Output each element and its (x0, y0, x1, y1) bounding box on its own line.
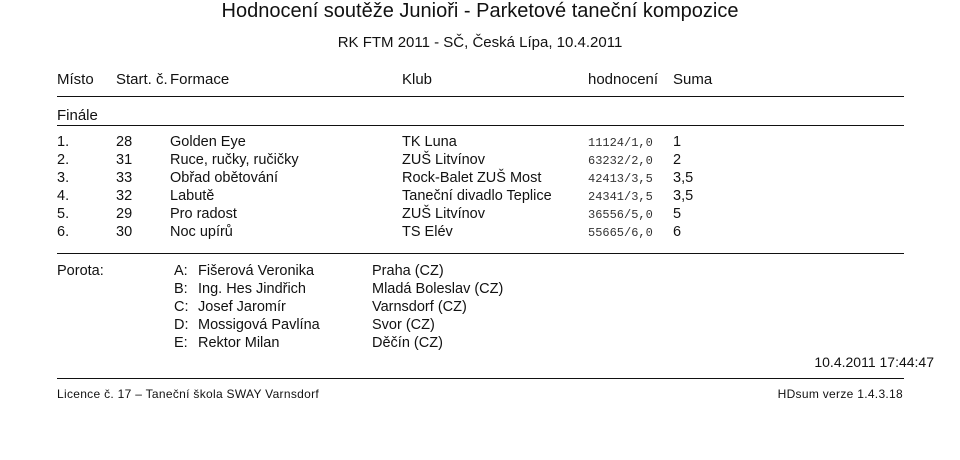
col-header-sum: Suma (673, 71, 713, 88)
footer-version: HDsum verze 1.4.3.18 (777, 387, 903, 401)
jury-name: Fišerová Veronika (198, 263, 315, 279)
cell-formation: Labutě (170, 188, 215, 204)
jury-city: Děčín (CZ) (372, 335, 443, 351)
cell-start: 28 (116, 134, 133, 150)
list-item (0, 281, 960, 299)
jury-name: Mossigová Pavlína (198, 317, 320, 333)
cell-score: 24341/3,5 (588, 190, 653, 204)
cell-club: ZUŠ Litvínov (402, 152, 485, 168)
timestamp: 10.4.2011 17:44:47 (814, 354, 934, 370)
jury-city: Praha (CZ) (372, 263, 444, 279)
cell-club: TS Elév (402, 224, 453, 240)
cell-formation: Obřad obětování (170, 170, 279, 186)
cell-score: 63232/2,0 (588, 154, 653, 168)
cell-sum: 5 (673, 206, 682, 222)
cell-start: 32 (116, 188, 133, 204)
jury-city: Varnsdorf (CZ) (372, 299, 467, 315)
page-subtitle: RK FTM 2011 - SČ, Česká Lípa, 10.4.2011 (337, 34, 623, 51)
col-header-score: hodnocení (588, 71, 659, 88)
section-label: Finále (57, 107, 98, 124)
cell-score: 36556/5,0 (588, 208, 653, 222)
cell-club: TK Luna (402, 134, 457, 150)
col-header-club: Klub (402, 71, 433, 88)
table-row (0, 206, 960, 224)
jury-letter: C: (174, 299, 189, 315)
cell-score: 55665/6,0 (588, 226, 653, 240)
page-title: Hodnocení soutěže Junioři - Parketové taneční kompozice (221, 0, 739, 22)
col-header-place: Místo (57, 71, 94, 88)
col-header-formation: Formace (170, 71, 230, 88)
jury-letter: D: (174, 317, 189, 333)
cell-start: 31 (116, 152, 133, 168)
cell-place: 3. (57, 170, 70, 186)
jury-letter: A: (174, 263, 188, 279)
cell-sum: 3,5 (673, 188, 694, 204)
jury-name: Josef Jaromír (198, 299, 286, 315)
jury-city: Svor (CZ) (372, 317, 435, 333)
cell-place: 6. (57, 224, 70, 240)
list-item (0, 263, 960, 281)
cell-sum: 6 (673, 224, 682, 240)
cell-club: Rock-Balet ZUŠ Most (402, 170, 542, 186)
cell-formation: Golden Eye (170, 134, 246, 150)
cell-score: 42413/3,5 (588, 172, 653, 186)
list-item (0, 335, 960, 353)
table-row (0, 170, 960, 188)
jury-name: Ing. Hes Jindřich (198, 281, 306, 297)
col-header-start: Start. č. (116, 71, 168, 88)
table-row (0, 188, 960, 206)
table-row (0, 224, 960, 242)
cell-start: 29 (116, 206, 133, 222)
cell-formation: Noc upírů (170, 224, 233, 240)
jury-letter: E: (174, 335, 188, 351)
footer-license: Licence č. 17 – Taneční škola SWAY Varnsdorf (57, 387, 320, 401)
cell-place: 1. (57, 134, 70, 150)
footer-divider (57, 378, 904, 379)
table-row (0, 152, 960, 170)
cell-formation: Ruce, ručky, ručičky (170, 152, 299, 168)
cell-club: Taneční divadlo Teplice (402, 188, 552, 204)
cell-place: 4. (57, 188, 70, 204)
jury-name: Rektor Milan (198, 335, 280, 351)
jury-letter: B: (174, 281, 188, 297)
jury-label: Porota: (57, 263, 104, 279)
list-item (0, 299, 960, 317)
cell-place: 2. (57, 152, 70, 168)
cell-place: 5. (57, 206, 70, 222)
header-divider (57, 96, 904, 97)
jury-divider (57, 253, 904, 254)
cell-sum: 3,5 (673, 170, 694, 186)
cell-start: 33 (116, 170, 133, 186)
section-divider (57, 125, 904, 126)
table-row (0, 134, 960, 152)
cell-sum: 2 (673, 152, 682, 168)
cell-formation: Pro radost (170, 206, 237, 222)
cell-start: 30 (116, 224, 133, 240)
jury-city: Mladá Boleslav (CZ) (372, 281, 504, 297)
cell-sum: 1 (673, 134, 682, 150)
cell-score: 11124/1,0 (588, 136, 653, 150)
list-item (0, 317, 960, 335)
cell-club: ZUŠ Litvínov (402, 206, 485, 222)
